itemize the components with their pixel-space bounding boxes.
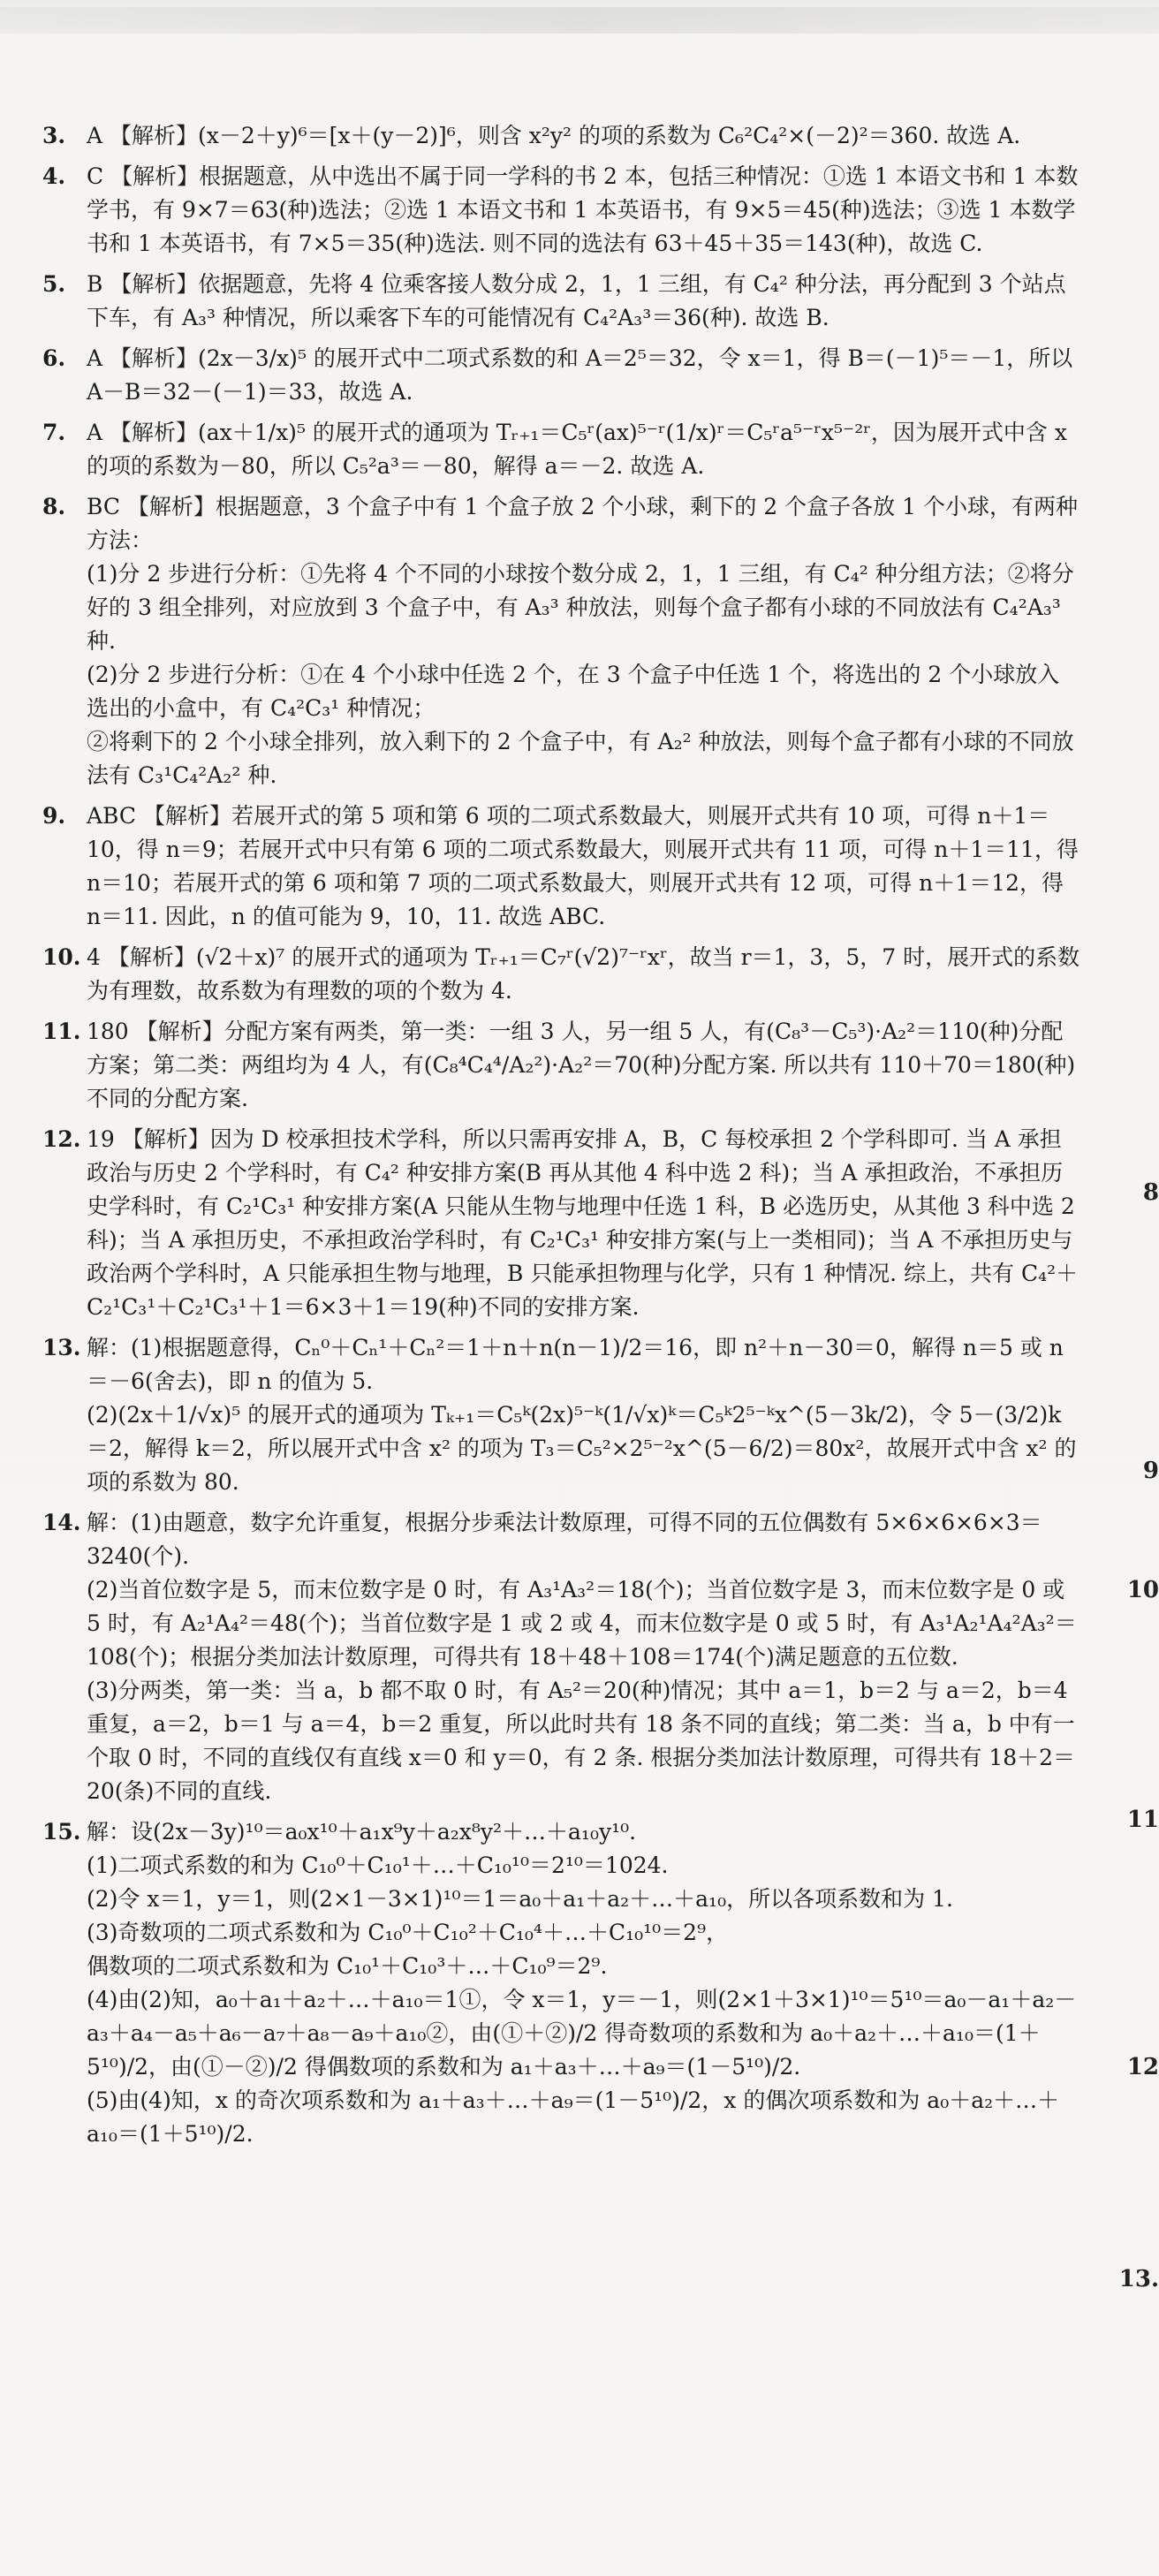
solution-item <box>42 1331 1081 1499</box>
solution-item <box>42 1815 1081 2151</box>
answer-content <box>42 119 1081 2158</box>
margin-number: 10 <box>1126 1577 1159 1603</box>
solution-text: (2)(2x＋1/√x)⁵ 的展开式的通项为 Tₖ₊₁＝C₅ᵏ(2x)⁵⁻ᵏ(1/√x)ᵏ＝C₅ᵏ2⁵⁻ᵏx^(5－3k/2)，令 5－(3/2)k＝2，解得 k＝2，所以展开式中含 x² 的项为 T₃＝C₅²×2⁵⁻²x^(5－6/2)＝80x²，故展开式中含 x² 的项的系数为 80. <box>87 1402 1077 1495</box>
solution-text: (2)令 x＝1，y＝1，则(2×1－3×1)¹⁰＝1＝a₀＋a₁＋a₂＋…＋a₁₀，所以各项系数和为 1. <box>87 1886 953 1912</box>
solution-text: 解：(1)根据题意得，Cₙ⁰＋Cₙ¹＋Cₙ²＝1＋n＋n(n－1)/2＝16，即 n²＋n－30＝0，解得 n＝5 或 n＝－6(舍去)，即 n 的值为 5. <box>87 1335 1064 1394</box>
solution-item <box>42 490 1081 792</box>
scan-header-shadow <box>0 7 1159 34</box>
margin-number: 13. <box>1118 2266 1159 2292</box>
solution-text: (1)分 2 步进行分析：①先将 4 个不同的小球按个数分成 2，1，1 三组，有 C₄² 种分组方法；②将分好的 3 组全排列，对应放到 3 个盒子中，有 A₃³ 种放法，则每个盒子都有小球的不同放法有 C₄²A₃³ 种. <box>87 561 1074 654</box>
solution-item <box>42 1015 1081 1116</box>
solution-text: 解：设(2x－3y)¹⁰＝a₀x¹⁰＋a₁x⁹y＋a₂x⁸y²＋…＋a₁₀y¹⁰. <box>87 1819 637 1845</box>
solution-text: BC 【解析】根据题意，3 个盒子中有 1 个盒子放 2 个小球，剩下的 2 个盒子各放 1 个小球，有两种方法： <box>87 494 1078 553</box>
solution-text: 4 【解析】(√2＋x)⁷ 的展开式的通项为 Tᵣ₊₁＝C₇ʳ(√2)⁷⁻ʳxʳ，故当 r＝1，3，5，7 时，展开式的系数为有理数，故系数为有理数的项的个数为 4. <box>87 944 1080 1004</box>
solution-text: 180 【解析】分配方案有两类，第一类：一组 3 人，另一组 5 人，有(C₈³－C₅³)·A₂²＝110(种)分配方案；第二类：两组均为 4 人，有(C₈⁴C₄⁴/A₂²)·A₂²＝70(种)分配方案. 所以共有 110＋70＝180(种)不同的分配方案. <box>87 1019 1076 1111</box>
solution-number: 13. <box>42 1335 81 1360</box>
solution-item <box>42 160 1081 261</box>
solution-item <box>42 941 1081 1008</box>
solution-number: 8. <box>42 494 66 519</box>
solution-text: (2)分 2 步进行分析：①在 4 个小球中任选 2 个，在 3 个盒子中任选 1 个，将选出的 2 个小球放入选出的小盒中，有 C₄²C₃¹ 种情况； <box>87 662 1060 721</box>
solution-item <box>42 342 1081 409</box>
margin-number: 8 <box>1142 1179 1159 1206</box>
solution-number: 12. <box>42 1126 81 1152</box>
solution-number: 15. <box>42 1819 81 1845</box>
solution-text: 解：(1)由题意，数字允许重复，根据分步乘法计数原理，可得不同的五位偶数有 5×6×6×6×3＝3240(个). <box>87 1510 1042 1569</box>
solution-number: 9. <box>42 803 66 829</box>
solution-item <box>42 416 1081 483</box>
solution-text: ABC 【解析】若展开式的第 5 项和第 6 项的二项式系数最大，则展开式共有 10 项，可得 n＋1＝10，得 n＝9；若展开式中只有第 6 项的二项式系数最大，则展开式共有 11 项，可得 n＋1＝11，得 n＝10；若展开式的第 6 项和第 7 项的二项式系数最大，则展开式共有 12 项，可得 n＋1＝12，得 n＝11. 因此，n 的值可能为 9，10，11. 故选 ABC. <box>87 803 1079 929</box>
solution-text: (1)二项式系数的和为 C₁₀⁰＋C₁₀¹＋…＋C₁₀¹⁰＝2¹⁰＝1024. <box>87 1852 669 1878</box>
margin-number: 12 <box>1126 2054 1159 2080</box>
solution-text: (2)当首位数字是 5，而末位数字是 0 时，有 A₃¹A₃²＝18(个)；当首位数字是 3，而末位数字是 0 或 5 时，有 A₂¹A₄²＝48(个)；当首位数字是 1 或 2 或 4，而末位数字是 0 或 5 时，有 A₃¹A₂¹A₄²A₃²＝108(个)；根据分类加法计数原理，可得共有 18＋48＋108＝174(个)满足题意的五位数. <box>87 1577 1077 1670</box>
solution-text: A 【解析】(x－2＋y)⁶＝[x＋(y－2)]⁶，则含 x²y² 的项的系数为 C₆²C₄²×(－2)²＝360. 故选 A. <box>87 123 1021 148</box>
solution-item <box>42 119 1081 153</box>
solution-item <box>42 1506 1081 1808</box>
solution-number: 6. <box>42 345 66 371</box>
solution-number: 14. <box>42 1510 81 1535</box>
solution-text: A 【解析】(ax＋1/x)⁵ 的展开式的通项为 Tᵣ₊₁＝C₅ʳ(ax)⁵⁻ʳ(1/x)ʳ＝C₅ʳa⁵⁻ʳx⁵⁻²ʳ，因为展开式中含 x 的项的系数为－80，所以 C₅²a³＝－80，解得 a＝－2. 故选 A. <box>87 420 1067 479</box>
solution-text: A 【解析】(2x－3/x)⁵ 的展开式中二项式系数的和 A＝2⁵＝32，令 x＝1，得 B＝(－1)⁵＝－1，所以 A－B＝32－(－1)＝33，故选 A. <box>87 345 1073 405</box>
solution-item <box>42 799 1081 934</box>
solution-item <box>42 268 1081 335</box>
solution-number: 4. <box>42 163 66 189</box>
solution-text: 偶数项的二项式系数和为 C₁₀¹＋C₁₀³＋…＋C₁₀⁹＝2⁹. <box>87 1953 608 1979</box>
margin-number: 9 <box>1142 1458 1159 1484</box>
solution-text: B 【解析】依据题意，先将 4 位乘客接人数分成 2，1，1 三组，有 C₄² 种分法，再分配到 3 个站点下车，有 A₃³ 种情况，所以乘客下车的可能情况有 C₄²A₃³＝36(种). 故选 B. <box>87 271 1066 330</box>
solution-text: 19 【解析】因为 D 校承担技术学科，所以只需再安排 A，B，C 每校承担 2 个学科即可. 当 A 承担政治与历史 2 个学科时，有 C₄² 种安排方案(B 再从其他 4 科中选 2 科)；当 A 承担政治，不承担历史学科时，有 C₂¹C₃¹ 种安排方案(A 只能从生物与地理中任选 1 科，B 必选历史，从其他 3 科中选 2 科)；当 A 承担历史，不承担政治学科时，有 C₂¹C₃¹ 种安排方案(与上一类相同)；当 A 不承担历史与政治两个学科时，A 只能承担生物与地理，B 只能承担物理与化学，只有 1 种情况. 综上，共有 C₄²＋C₂¹C₃¹＋C₂¹C₃¹＋1＝6×3＋1＝19(种)不同的安排方案. <box>87 1126 1079 1320</box>
solution-number: 10. <box>42 944 81 970</box>
margin-number: 11 <box>1126 1807 1159 1833</box>
solution-text: (4)由(2)知，a₀＋a₁＋a₂＋…＋a₁₀＝1①，令 x＝1，y＝－1，则(2×1＋3×1)¹⁰＝5¹⁰＝a₀－a₁＋a₂－a₃＋a₄－a₅＋a₆－a₇＋a₈－a₉＋a₁₀②，由(①＋②)/2 得奇数项的系数和为 a₀＋a₂＋…＋a₁₀＝(1＋5¹⁰)/2，由(①－②)/2 得偶数项的系数和为 a₁＋a₃＋…＋a₉＝(1－5¹⁰)/2. <box>87 1987 1077 2080</box>
solution-text: (3)奇数项的二项式系数和为 C₁₀⁰＋C₁₀²＋C₁₀⁴＋…＋C₁₀¹⁰＝2⁹， <box>87 1920 729 1945</box>
solution-text: ②将剩下的 2 个小球全排列，放入剩下的 2 个盒子中，有 A₂² 种放法，则每个盒子都有小球的不同放法有 C₃¹C₄²A₂² 种. <box>87 729 1074 788</box>
solution-number: 5. <box>42 271 66 297</box>
solution-number: 7. <box>42 420 66 445</box>
solution-text: (3)分两类，第一类：当 a，b 都不取 0 时，有 A₅²＝20(种)情况；其中 a＝1，b＝2 与 a＝2，b＝4 重复，a＝2，b＝1 与 a＝4，b＝2 重复，所以此时共有 18 条不同的直线；第二类：当 a，b 中有一个取 0 时，不同的直线仅有直线 x＝0 和 y＝0，有 2 条. 根据分类加法计数原理，可得共有 18＋2＝20(条)不同的直线. <box>87 1678 1076 1804</box>
solution-text: C 【解析】根据题意，从中选出不属于同一学科的书 2 本，包括三种情况：①选 1 本语文书和 1 本数学书，有 9×7＝63(种)选法；②选 1 本语文书和 1 本英语书，有 9×5＝45(种)选法；③选 1 本数学书和 1 本英语书，有 7×5＝35(种)选法. 则不同的选法有 63＋45＋35＝143(种)，故选 C. <box>87 163 1079 256</box>
solution-item <box>42 1123 1081 1324</box>
solution-number: 11. <box>42 1019 81 1044</box>
solution-number: 3. <box>42 123 66 148</box>
solution-text: (5)由(4)知，x 的奇次项系数和为 a₁＋a₃＋…＋a₉＝(1－5¹⁰)/2，x 的偶次项系数和为 a₀＋a₂＋…＋a₁₀＝(1＋5¹⁰)/2. <box>87 2087 1060 2147</box>
